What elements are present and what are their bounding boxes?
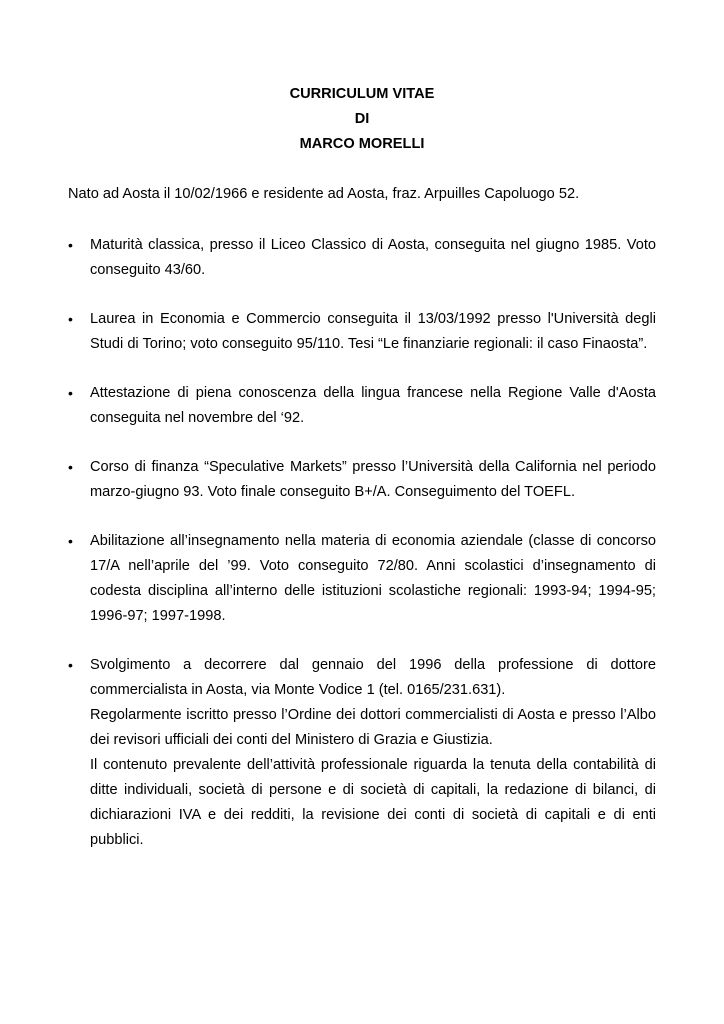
- item-paragraph: Corso di finanza “Speculative Markets” presso l’Università della California nel periodo marzo-giugno 93. Voto finale conseguito B+/A. Conseguimento del TOEFL.: [90, 459, 656, 500]
- item-paragraph: Regolarmente iscritto presso l’Ordine dei dottori commercialisti di Aosta e presso l’Albo dei revisori ufficiali dei conti del Ministero di Grazia e Giustizia.: [90, 707, 656, 748]
- title-di: DI: [354, 111, 370, 127]
- item-paragraph: Laurea in Economia e Commercio conseguita il 13/03/1992 presso l'Università degli Studi di Torino; voto conseguito 95/110. Tesi “Le finanziarie regionali: il caso Finaosta”.: [90, 311, 656, 352]
- bullet-dot-icon: •: [68, 459, 73, 475]
- bullet-dot-icon: •: [68, 237, 73, 253]
- cv-bullet-list: [68, 233, 656, 853]
- item-paragraph: Attestazione di piena conoscenza della lingua francese nella Regione Valle d'Aosta conseguita nel novembre del ‘92.: [90, 385, 656, 426]
- bullet-dot-icon: •: [68, 311, 73, 327]
- bullet-dot-icon: •: [68, 533, 73, 549]
- cv-list-item: [68, 529, 656, 629]
- cv-list-item: [68, 233, 656, 283]
- item-paragraph: Il contenuto prevalente dell’attività professionale riguarda la tenuta della contabilità di ditte individuali, società di persone e di società di capitali, la redazione di bilanci, di dichiarazioni IVA e dei redditi, la revisione dei conti di società di capitali e di enti pubblici.: [90, 757, 656, 848]
- bullet-dot-icon: •: [68, 385, 73, 401]
- item-paragraph: Svolgimento a decorrere dal gennaio del 1996 della professione di dottore commercialista in Aosta, via Monte Vodice 1 (tel. 0165/231.631).: [90, 657, 656, 698]
- birth-residence-line: Nato ad Aosta il 10/02/1966 e residente ad Aosta, fraz. Arpuilles Capoluogo 52.: [68, 186, 580, 202]
- item-paragraph: Maturità classica, presso il Liceo Classico di Aosta, conseguita nel giugno 1985. Voto conseguito 43/60.: [90, 237, 656, 278]
- bullet-dot-icon: •: [68, 657, 73, 673]
- cv-list-item: [68, 307, 656, 357]
- item-paragraph: Abilitazione all’insegnamento nella materia di economia aziendale (classe di concorso 17/A nell’aprile del ’99. Voto conseguito 72/80. Anni scolastici d’insegnamento di codesta disciplina all’interno delle istituzioni scolastiche regionali: 1993-94; 1994-95; 1996-97; 1997-1998.: [90, 533, 656, 624]
- title-name: MARCO MORELLI: [299, 136, 425, 152]
- cv-list-item: [68, 381, 656, 431]
- cv-list-item: [68, 455, 656, 505]
- document-title: [0, 82, 724, 157]
- title-curriculum-vitae: CURRICULUM VITAE: [289, 86, 435, 102]
- cv-list-item: [68, 653, 656, 853]
